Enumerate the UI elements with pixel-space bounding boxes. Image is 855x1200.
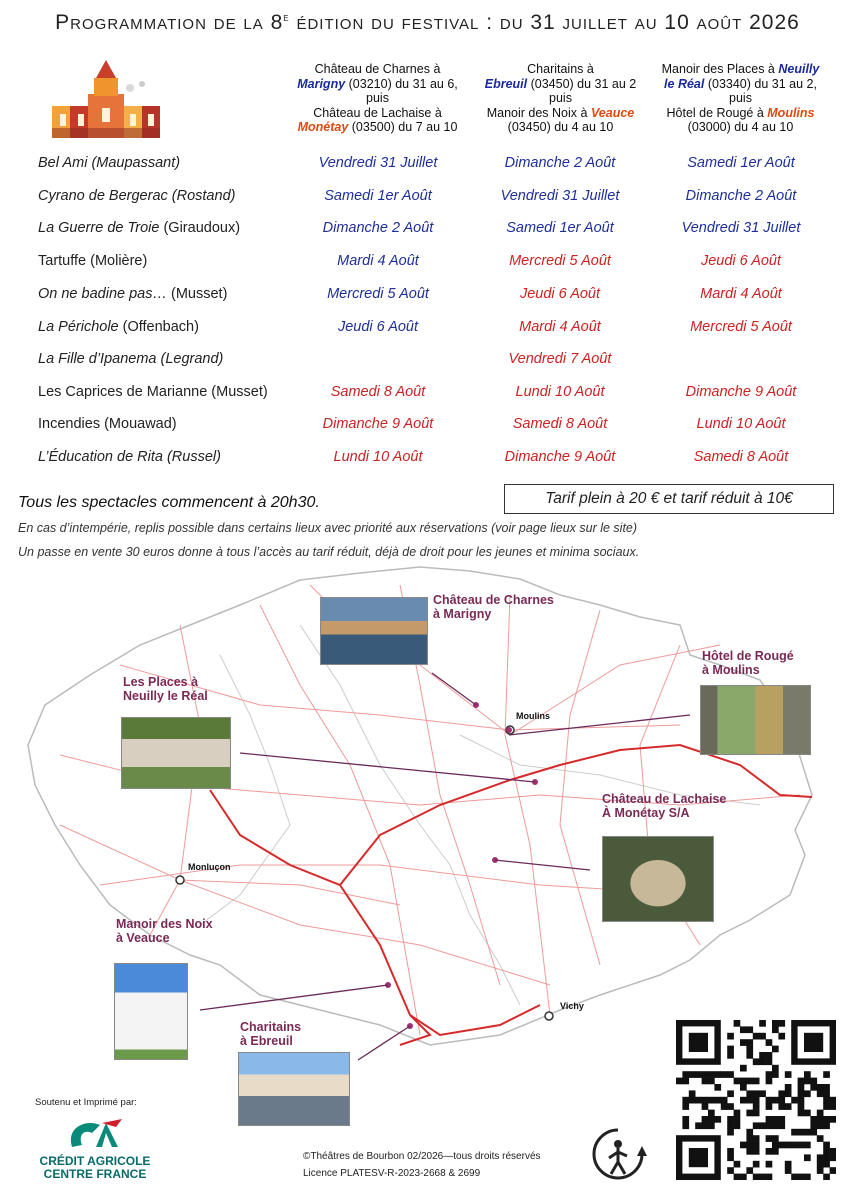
- licence: Licence PLATESV-R-2023-2668 & 2699: [303, 1168, 481, 1179]
- photo-noix: [114, 963, 188, 1060]
- photo-places: [121, 717, 231, 789]
- show-date: Jeudi 6 Août: [519, 286, 601, 302]
- show-date: Samedi 1er Août: [506, 220, 614, 236]
- start-time-note: Tous les spectacles commencent à 20h30.: [18, 494, 320, 511]
- weather-note: En cas d’intempérie, replis possible dans certains lieux avec priorité aux réservations (voir page lieux sur le site): [18, 521, 638, 535]
- photo-charitains: [238, 1052, 350, 1126]
- show-date: Dimanche 2 Août: [322, 220, 434, 236]
- show-date: Vendredi 31 Juillet: [318, 155, 438, 171]
- schedule-row: [0, 416, 855, 446]
- qr-code[interactable]: [676, 1020, 836, 1180]
- show-title: [38, 351, 223, 367]
- map-label-lachaise: Château de Lachaise À Monétay S/A: [602, 792, 727, 820]
- show-title: [38, 384, 268, 400]
- show-date: Jeudi 6 Août: [337, 319, 419, 335]
- show-date: Vendredi 31 Juillet: [681, 220, 801, 236]
- town-montlucon: Monluçon: [188, 862, 231, 872]
- show-title: [38, 319, 199, 335]
- schedule-row: [0, 155, 855, 185]
- map-label-rouge: Hôtel de Rougé à Moulins: [702, 649, 794, 677]
- schedule-row: [0, 319, 855, 349]
- map-label-noix: Manoir des Noix à Veauce: [116, 917, 213, 945]
- town-moulins: Moulins: [516, 711, 550, 721]
- venue-column-1: Château de Charnes à Marigny (03210) du 31 au 6, puis Château de Lachaise à Monétay (03500) du 7 au 10: [297, 62, 458, 134]
- show-date: Vendredi 7 Août: [508, 351, 612, 367]
- show-title: [38, 253, 147, 269]
- show-date: Mercredi 5 Août: [327, 286, 429, 302]
- show-title-plain: Tartuffe (Molière): [38, 253, 148, 269]
- show-date: Mercredi 5 Août: [509, 253, 611, 269]
- photo-charnes: [320, 597, 428, 665]
- schedule-row: [0, 384, 855, 414]
- show-date: Jeudi 6 Août: [700, 253, 782, 269]
- venue-column-3: Manoir des Places à Neuilly le Réal (03340) du 31 au 2, puis Hôtel de Rougé à Moulins (03000) du 4 au 10: [661, 62, 820, 134]
- show-date: Samedi 8 Août: [512, 416, 608, 432]
- show-date: Mardi 4 Août: [337, 253, 419, 269]
- sponsor-label: Soutenu et Imprimé par:: [35, 1097, 137, 1108]
- triman-icon: [585, 1126, 651, 1184]
- show-title: [38, 155, 180, 171]
- schedule-row: [0, 253, 855, 283]
- map-label-charnes: Château de Charnes à Marigny: [433, 593, 554, 621]
- credit-agricole-logo: [66, 1117, 126, 1153]
- bank-name: CRÉDIT AGRICOLE CENTRE FRANCE: [39, 1154, 151, 1181]
- schedule-row: [0, 449, 855, 479]
- show-title-plain: (Offenbach): [118, 319, 199, 335]
- venue-column-2: Charitains à Ebreuil (03450) du 31 au 2 puis Manoir des Noix à Veauce (03450) du 4 au 10: [484, 62, 637, 134]
- photo-lachaise: [602, 836, 714, 922]
- show-title: [38, 449, 221, 465]
- show-title-plain: (Giraudoux): [159, 220, 241, 236]
- show-title-italic: La Périchole: [38, 319, 119, 335]
- show-date: Lundi 10 Août: [333, 449, 423, 465]
- show-title-plain: Les Caprices de Marianne (Musset): [38, 384, 268, 400]
- show-title: [38, 286, 227, 302]
- schedule-row: [0, 351, 855, 381]
- map-label-places: Les Places à Neuilly le Réal: [123, 675, 208, 703]
- show-date: Samedi 8 Août: [330, 384, 426, 400]
- show-date: Dimanche 9 Août: [504, 449, 616, 465]
- show-title-italic: La Guerre de Troie: [38, 220, 160, 236]
- show-date: Dimanche 9 Août: [322, 416, 434, 432]
- show-title-plain: Incendies (Mouawad): [38, 416, 177, 432]
- show-date: Dimanche 9 Août: [685, 384, 797, 400]
- show-title-italic: Cyrano de Bergerac (Rostand): [38, 188, 236, 204]
- show-title: [38, 220, 240, 236]
- show-date: Vendredi 31 Juillet: [500, 188, 620, 204]
- show-date: Samedi 1er Août: [687, 155, 795, 171]
- show-date: Samedi 8 Août: [693, 449, 789, 465]
- show-date: Mardi 4 Août: [519, 319, 601, 335]
- tarif-box: Tarif plein à 20 € et tarif réduit à 10€: [504, 484, 834, 514]
- show-title-italic: La Fille d’Ipanema (Legrand): [38, 351, 224, 367]
- show-date: Mardi 4 Août: [700, 286, 782, 302]
- show-title-italic: L’Éducation de Rita (Russel): [38, 449, 221, 465]
- show-title-plain: (Musset): [166, 286, 228, 302]
- schedule-row: [0, 188, 855, 218]
- page-title: Programmation de la 8e édition du festival : du 31 juillet au 10 août 2026: [55, 10, 800, 34]
- schedule-row: [0, 286, 855, 316]
- pass-note: Un passe en vente 30 euros donne à tous l’accès au tarif réduit, déjà de droit pour les jeunes et minima sociaux.: [18, 545, 640, 559]
- show-date: Dimanche 2 Août: [504, 155, 616, 171]
- map-label-charitains: Charitains à Ebreuil: [240, 1020, 302, 1048]
- show-title-italic: On ne badine pas…: [38, 286, 167, 302]
- show-date: Dimanche 2 Août: [685, 188, 797, 204]
- town-vichy: Vichy: [560, 1001, 584, 1011]
- show-date: Lundi 10 Août: [696, 416, 786, 432]
- copyright: ©Théâtres de Bourbon 02/2026—tous droits réservés: [303, 1151, 541, 1162]
- festival-logo: [50, 58, 165, 140]
- show-title: [38, 416, 177, 432]
- show-date: Mercredi 5 Août: [690, 319, 792, 335]
- schedule-row: [0, 220, 855, 250]
- photo-rouge: [700, 685, 811, 755]
- show-title-italic: Bel Ami (Maupassant): [38, 155, 181, 171]
- show-date: Lundi 10 Août: [515, 384, 605, 400]
- show-date: Samedi 1er Août: [324, 188, 432, 204]
- show-title: [38, 188, 235, 204]
